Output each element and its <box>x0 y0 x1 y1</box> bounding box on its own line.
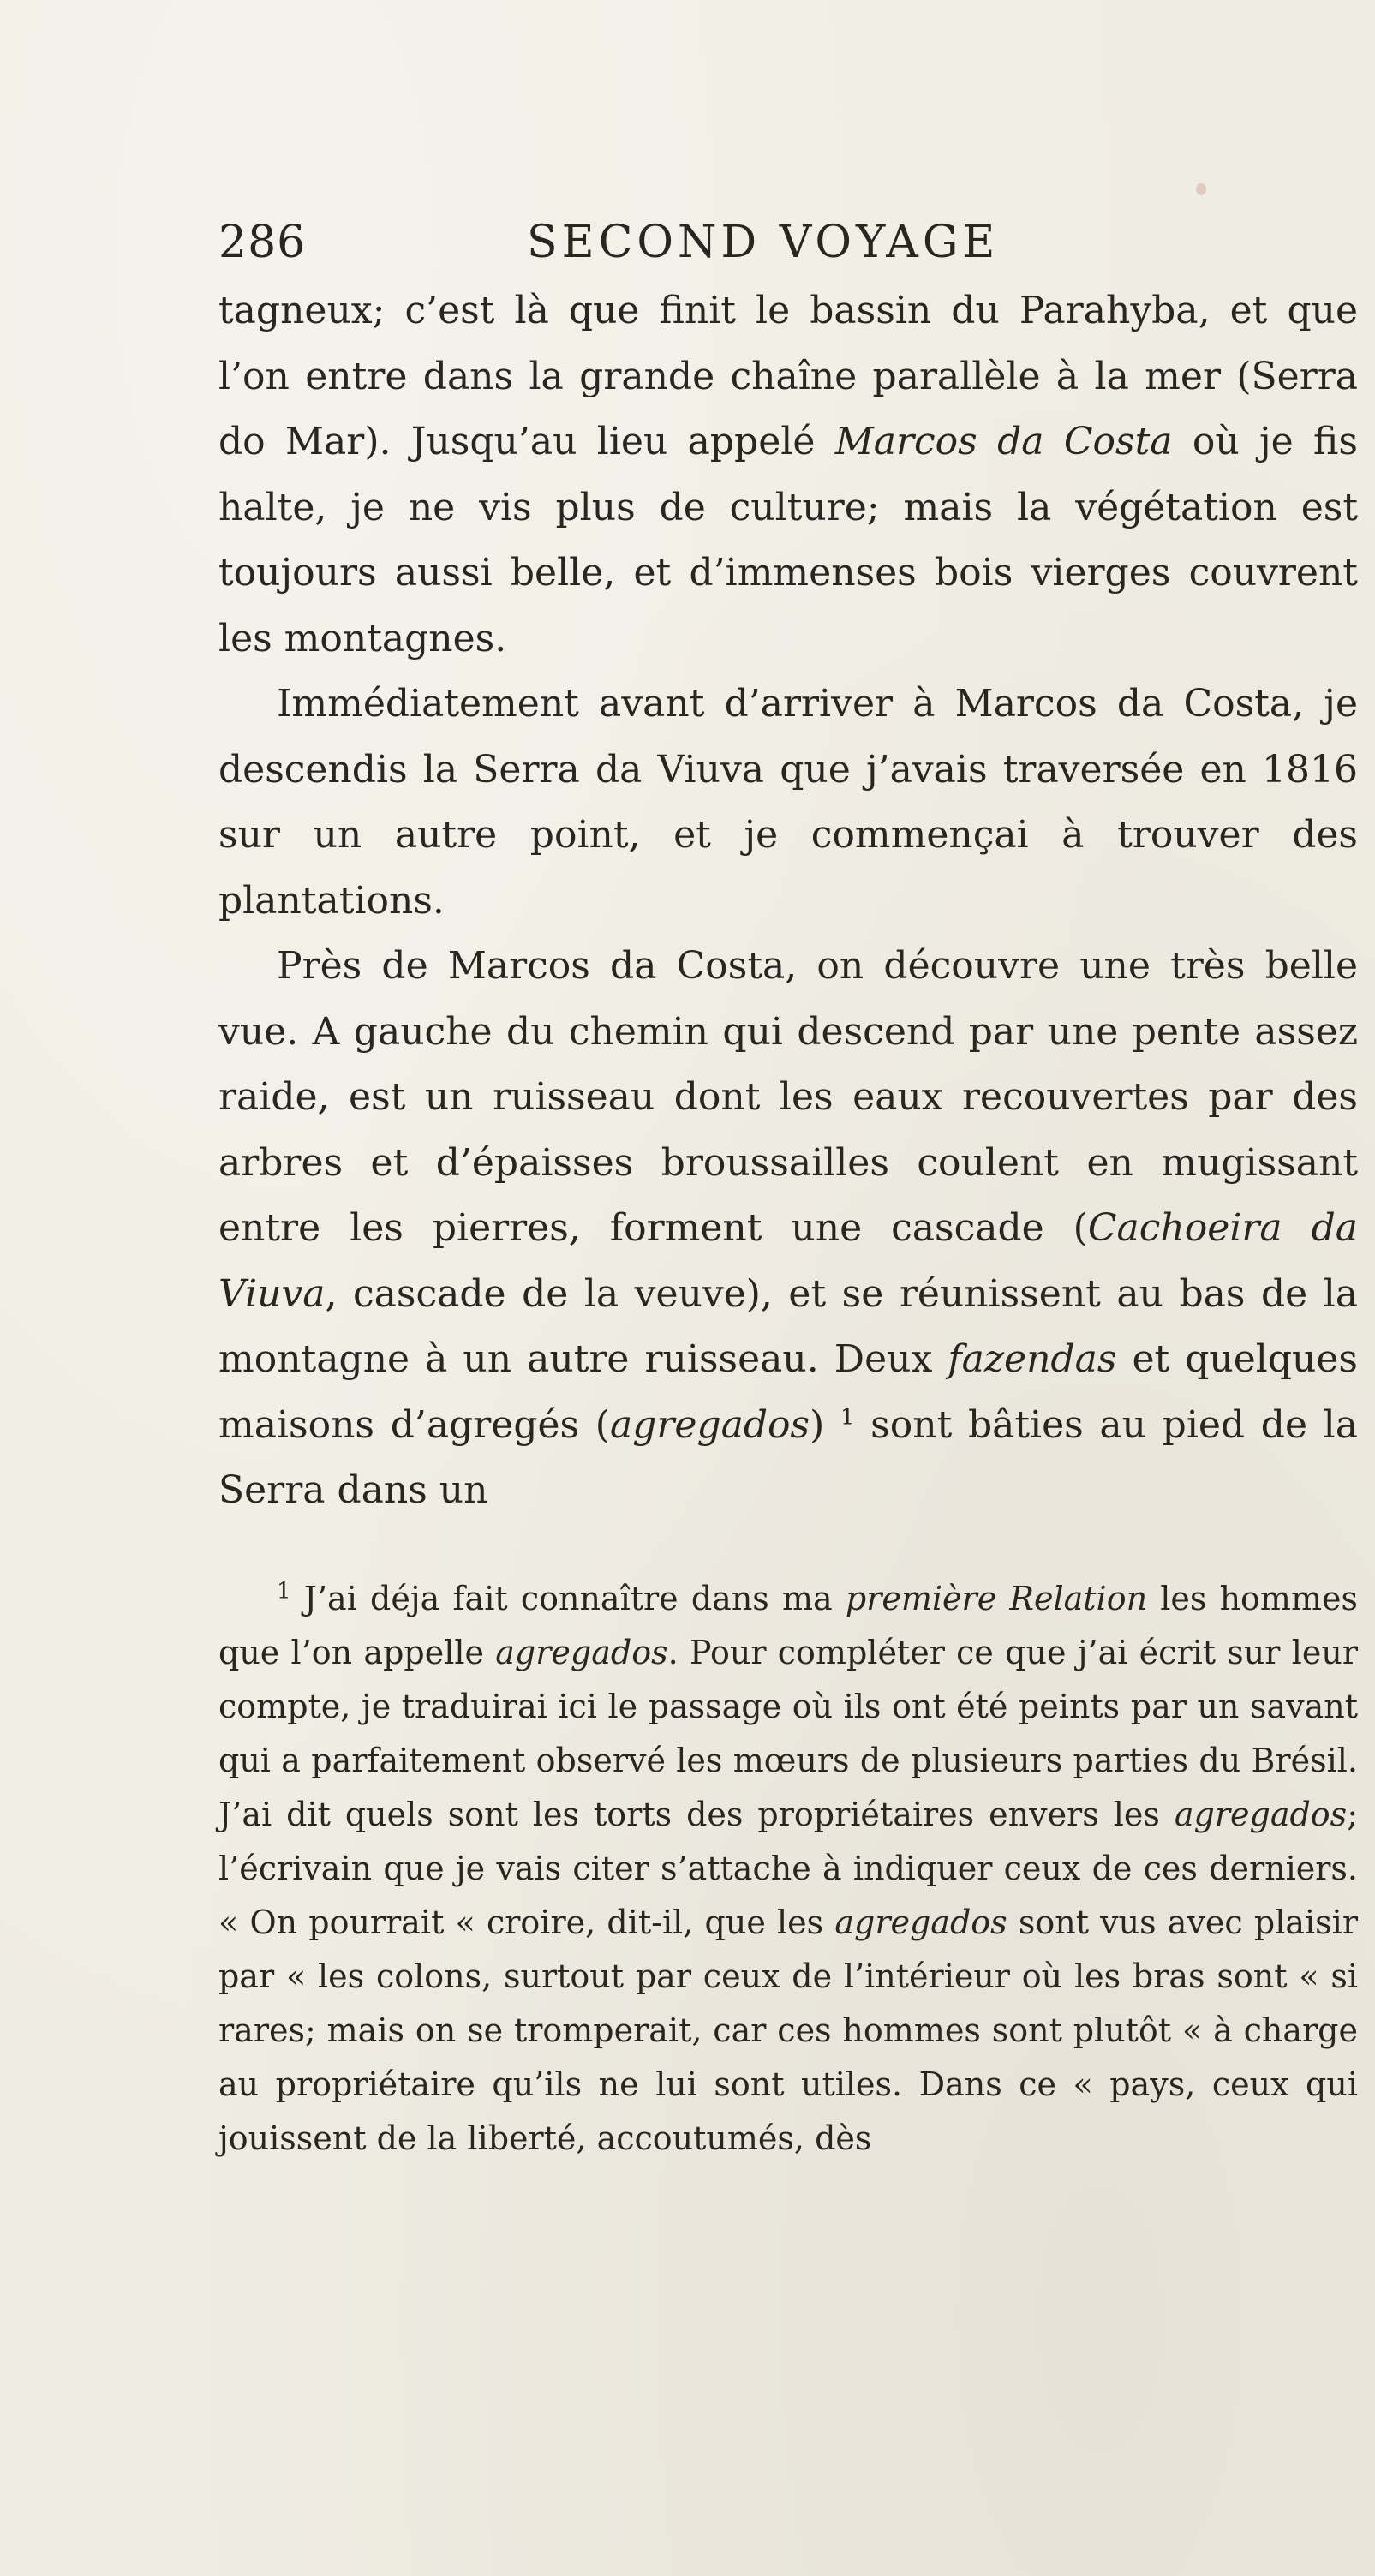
page-header <box>218 210 1358 278</box>
paragraph-3-italic-agregados: agregados <box>609 1402 810 1447</box>
paragraph-1-text-b: où je fis halte, je ne vis plus de culture; mais la végétation est toujours aussi belle, et d’immenses bois vierges couvrent les montagnes. <box>218 420 1358 660</box>
paragraph-2: Immédiatement avant d’arriver à Marcos da Costa, je descendis la Serra da Viuva que j’avais traversée en 1816 sur un autre point, et je commençai à trouver des plantations. <box>218 682 1358 923</box>
ink-smudge-mark <box>1196 183 1206 195</box>
footnote-section <box>218 1572 1358 2166</box>
main-text <box>218 278 1358 1524</box>
footnote-text-c: . Pour compléter ce que j’ai écrit sur leur compte, je traduirai ici le passage où ils ont été peints par un savant qui a parfaitement observé les mœurs de plusieurs parties du Brésil. J’ai dit quels sont les torts des propriétaires envers les <box>218 1634 1358 1833</box>
page-number: 286 <box>218 217 307 268</box>
footnote-text-d: ; l’écrivain que je vais citer s’attache à indiquer ceux de ces derniers. « On pourrait « croire, dit-il, que les <box>218 1796 1358 1941</box>
running-head: SECOND VOYAGE <box>527 217 1000 268</box>
footnote-1 <box>218 1572 1358 2166</box>
paragraph-3-text-c: et quelques maisons d’agregés ( <box>218 1337 1359 1447</box>
footnote-reference-mark: 1 <box>840 1403 855 1430</box>
footnote-italic-agregados-2: agregados <box>1174 1796 1348 1833</box>
paragraph-1-text-a: tagneux; c’est là que finit le bassin du Parahyba, et que l’on entre dans la grande chaîne parallèle à la mer (Serra do Mar). Jusqu’au lieu appelé <box>218 289 1358 463</box>
paragraph-3 <box>218 934 1358 1524</box>
paragraph-3-text-b: , cascade de la veuve), et se réunissent au bas de la montagne à un autre ruisseau. Deux <box>218 1271 1358 1381</box>
paragraph-1-italic-place: Marcos da Costa <box>834 420 1173 463</box>
footnote-number: 1 <box>277 1578 291 1605</box>
paragraph-3-text-e: sont bâties au pied de la Serra dans un <box>218 1402 1358 1512</box>
paragraph-1 <box>218 278 1358 672</box>
paragraph-3-text-d: ) <box>810 1402 825 1447</box>
paragraph-3-italic-cascade: Cachoeira da Viuva <box>218 1206 1358 1316</box>
footnote-text-b: les hommes que l’on appelle <box>218 1580 1358 1671</box>
footnote-italic-relation: première Relation <box>845 1580 1148 1617</box>
footnote-italic-agregados-3: agregados <box>834 1904 1007 1941</box>
footnote-text-e: sont vus avec plaisir par « les colons, surtout par ceux de l’intérieur où les bras sont « si rares; mais on se tromperait, car ces hommes sont plutôt « à charge au propriétaire qu’ils ne lui sont utiles. Dans ce « pays, ceux qui jouissent de la liberté, accoutumés, dès <box>218 1904 1358 2157</box>
footnote-text-a: J’ai déja fait connaître dans ma <box>290 1580 846 1617</box>
paragraph-3-text-a: Près de Marcos da Costa, on découvre une très belle vue. A gauche du chemin qui descend par une pente assez raide, est un ruisseau dont les eaux recouvertes par des arbres et d’épaisses broussailles coulent en mugissant entre les pierres, forment une cascade ( <box>218 944 1358 1250</box>
footnote-italic-agregados-1: agregados <box>495 1634 668 1671</box>
paragraph-3-italic-fazendas: fazendas <box>948 1337 1117 1381</box>
